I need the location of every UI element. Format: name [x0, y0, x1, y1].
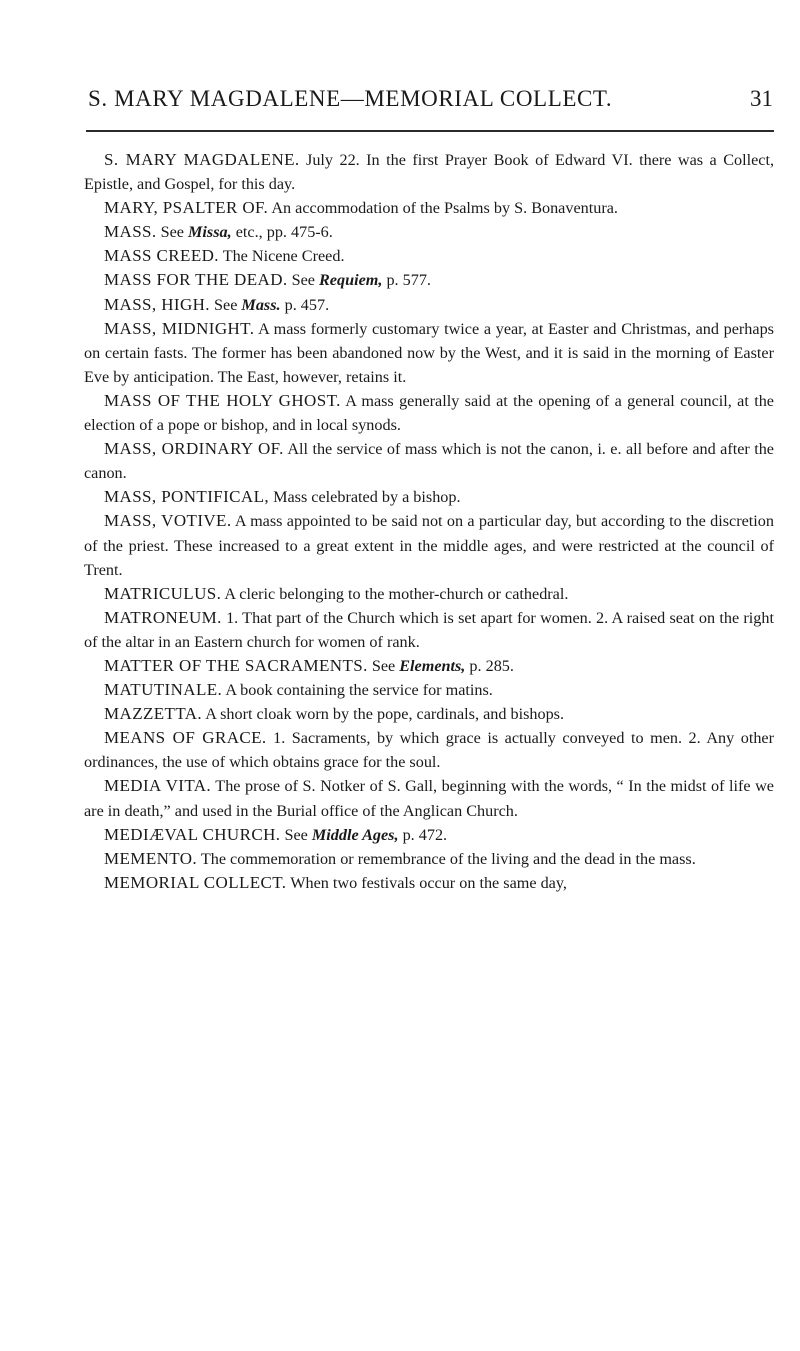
entry-text-after: p. 457.	[280, 295, 330, 314]
entry-headword: MEMENTO.	[104, 848, 198, 868]
glossary-entry	[84, 774, 774, 822]
glossary-entry	[84, 606, 774, 654]
entry-headword: MASS OF THE HOLY GHOST.	[104, 390, 341, 410]
entry-text-after: p. 472.	[398, 825, 448, 844]
glossary-entry	[84, 726, 774, 774]
entry-text-after: p. 285.	[465, 656, 514, 675]
entry-text: A mass appointed to be said not on a particular day, but according to the discretion of the priest. These increased to a great extent in the middle ages, and were restricted at the council of Trent.	[84, 512, 774, 579]
entry-headword: MASS, ORDINARY OF.	[104, 439, 284, 459]
entry-text: 1. Sacraments, by which grace is actually conveyed to men. 2. Any other ordinances, the use of which obtains grace for the soul.	[84, 729, 774, 772]
entry-text: July 22. In the first Prayer Book of Edward VI. there was a Collect, Epistle, and Gospel, for this day.	[84, 151, 774, 194]
entry-text: See	[156, 223, 189, 242]
entry-text: See	[280, 825, 312, 844]
entry-cross-reference: Missa,	[188, 223, 232, 242]
entry-text: All the service of mass which is not the canon, i. e. all before and after the canon.	[84, 440, 774, 483]
entry-headword: MATTER OF THE SACRAMENTS.	[104, 655, 368, 675]
entry-cross-reference: Middle Ages,	[311, 825, 399, 844]
entry-headword: MASS, HIGH.	[104, 294, 210, 314]
entry-cross-reference: Requiem,	[319, 271, 383, 290]
glossary-entry	[84, 196, 774, 220]
entry-cross-reference: Elements,	[399, 656, 466, 675]
entry-text: The commemoration or remembrance of the living and the dead in the mass.	[197, 849, 696, 868]
entry-text: A mass generally said at the opening of a general council, at the election of a pope or bishop, and in local synods.	[84, 391, 774, 435]
running-title: S. MARY MAGDALENE—MEMORIAL COLLECT.	[88, 86, 613, 111]
entry-headword: MEDIÆVAL CHURCH.	[104, 824, 281, 844]
glossary-entry	[84, 823, 774, 847]
glossary-entry	[84, 582, 774, 606]
glossary-entry	[84, 654, 774, 678]
entry-headword: MEMORIAL COLLECT.	[104, 872, 287, 892]
header-rule	[86, 130, 774, 132]
page-number: 31	[750, 86, 773, 111]
glossary-entries	[84, 148, 774, 895]
entry-headword: MASS CREED.	[104, 246, 219, 266]
entry-text-after: p. 577.	[382, 271, 431, 290]
entry-cross-reference: Mass.	[241, 295, 281, 314]
glossary-entry	[84, 244, 774, 268]
entry-headword: MEDIA VITA.	[104, 776, 212, 796]
entry-headword: MASS, PONTIFICAL,	[104, 487, 270, 507]
entry-text: Mass celebrated by a bishop.	[269, 488, 461, 507]
glossary-entry	[84, 317, 774, 389]
glossary-entry	[84, 678, 774, 702]
entry-text: A mass formerly customary twice a year, at Easter and Christmas, and perhaps on certain fasts. The former has been abandoned now by the West, and it is said in the morning of Easter Eve by anticipation. The East, however, retains it.	[84, 319, 774, 386]
entry-headword: MASS.	[104, 222, 157, 242]
entry-headword: MEANS OF GRACE.	[104, 728, 267, 748]
entry-text: A cleric belonging to the mother-church or cathedral.	[221, 584, 569, 603]
entry-headword: MATRICULUS.	[104, 583, 222, 603]
glossary-entry	[84, 485, 774, 509]
glossary-entry	[84, 847, 774, 871]
entry-text: A short cloak worn by the pope, cardinals, and bishops.	[202, 705, 565, 724]
entry-text: See	[287, 271, 319, 290]
entry-headword: MATRONEUM.	[104, 607, 222, 627]
glossary-entry	[84, 871, 774, 895]
glossary-entry	[84, 220, 774, 244]
entry-text: An accommodation of the Psalms by S. Bonaventura.	[268, 199, 618, 218]
entry-headword: MASS, MIDNIGHT.	[104, 318, 255, 338]
entry-text: A book containing the service for matins.	[222, 681, 493, 700]
entry-text: The Nicene Creed.	[218, 247, 345, 266]
running-head	[88, 86, 773, 122]
entry-text: The prose of S. Notker of S. Gall, beginning with the words, “ In the midst of life we are in death,” and used in the Burial office of the Anglican Church.	[84, 777, 774, 820]
entry-headword: MARY, PSALTER OF.	[104, 198, 269, 218]
glossary-entry	[84, 268, 774, 292]
glossary-entry	[84, 702, 774, 726]
entry-text-after: etc., pp. 475-6.	[231, 223, 333, 242]
glossary-entry	[84, 389, 774, 437]
entry-text: 1. That part of the Church which is set apart for women. 2. A raised seat on the right of the altar in an Eastern church for women of rank.	[84, 608, 774, 651]
entry-headword: MATUTINALE.	[104, 680, 223, 700]
entry-headword: MASS FOR THE DEAD.	[104, 270, 288, 290]
entry-text: See	[367, 656, 400, 675]
glossary-entry	[84, 509, 774, 581]
glossary-entry	[84, 148, 774, 196]
entry-text: When two festivals occur on the same day,	[286, 873, 567, 892]
entry-headword: S. MARY MAGDALENE.	[104, 150, 300, 169]
glossary-entry	[84, 293, 774, 317]
glossary-entry	[84, 437, 774, 485]
entry-headword: MASS, VOTIVE.	[104, 511, 232, 531]
entry-headword: MAZZETTA.	[104, 704, 203, 724]
entry-text: See	[209, 295, 242, 314]
